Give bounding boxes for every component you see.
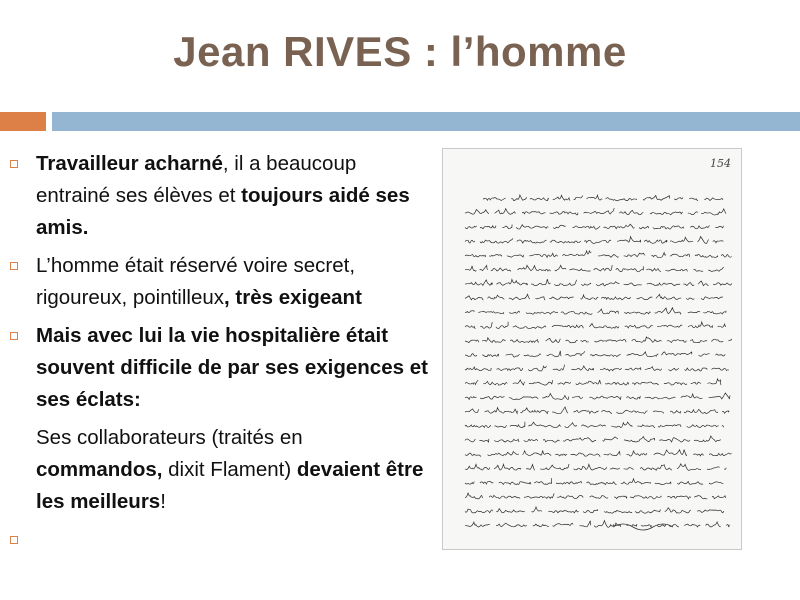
handwriting-stroke (627, 396, 641, 399)
bullet-item-3 (10, 320, 430, 416)
handwriting-stroke (480, 226, 496, 229)
handwriting-stroke (478, 312, 504, 314)
accent-bar-blue (52, 112, 800, 131)
handwriting-stroke (689, 198, 698, 201)
handwriting-stroke (480, 238, 513, 243)
handwriting-stroke (528, 366, 546, 371)
handwriting-stroke (674, 198, 683, 200)
handwriting-stroke (684, 410, 718, 414)
letter-page-number: 154 (710, 157, 731, 170)
handwriting-stroke (465, 326, 475, 329)
handwriting-stroke (698, 237, 709, 244)
handwriting-stroke (563, 251, 592, 256)
handwriting-stroke (709, 482, 723, 484)
handwriting-stroke (606, 198, 637, 201)
handwriting-stroke (681, 394, 703, 398)
handwriting-stroke (480, 265, 488, 270)
handwriting-stroke (465, 296, 484, 300)
handwriting-stroke (688, 311, 700, 312)
handwriting-stroke (716, 354, 726, 356)
handwriting-stroke (510, 340, 538, 343)
bullet-item-empty (10, 524, 430, 556)
handwriting-stroke (496, 509, 524, 513)
handwriting-stroke (465, 409, 479, 413)
signature-flourish (613, 524, 673, 530)
handwriting-stroke (655, 308, 681, 314)
bullet-2-text: L’homme était réservé voire secret, rigoureux, pointilleux (36, 254, 356, 309)
bullet-1-bold-2: toujours aidé ses amis. (36, 184, 410, 239)
handwriting-stroke (722, 411, 729, 414)
handwriting-stroke (488, 295, 505, 299)
bullet-3-bold: Mais avec lui la vie hospitalière était souvent difficile de par ses exigences et ses éclats: (36, 324, 428, 411)
handwriting-stroke (602, 410, 613, 413)
handwriting-stroke (529, 380, 553, 385)
handwriting-stroke (604, 510, 632, 513)
handwriting-stroke (712, 368, 729, 370)
handwriting-stroke (530, 198, 549, 201)
sub-bold-1: commandos, (36, 458, 163, 481)
handwriting-stroke (573, 226, 601, 229)
handwriting-stroke (694, 436, 721, 442)
handwriting-stroke (594, 265, 613, 271)
handwriting-stroke (552, 407, 567, 414)
slide-title: Jean RIVES : l’homme (173, 28, 627, 75)
handwriting-stroke (496, 322, 508, 329)
sub-text-1: Ses collaborateurs (traités en (36, 426, 303, 449)
handwriting-stroke (502, 225, 512, 229)
handwriting-stroke (645, 367, 662, 371)
handwriting-stroke (585, 240, 612, 243)
handwriting-stroke (677, 464, 701, 471)
handwriting-stroke (524, 439, 538, 441)
handwriting-stroke (728, 339, 731, 341)
handwriting-stroke (625, 325, 653, 328)
handwriting-stroke (553, 225, 566, 228)
handwriting-stroke (597, 309, 618, 314)
handwriting-stroke (654, 450, 687, 456)
handwriting-stroke (550, 240, 581, 243)
handwriting-stroke (516, 225, 548, 229)
handwriting-stroke (507, 255, 524, 257)
handwriting-stroke (499, 482, 531, 485)
bullet-1-bold-1: Travailleur acharné (36, 152, 223, 175)
handwriting-stroke (684, 524, 700, 527)
handwriting-stroke (513, 380, 525, 385)
handwriting-stroke (657, 325, 682, 327)
handwriting-stroke (555, 265, 566, 270)
handwriting-stroke (603, 437, 618, 441)
handwriting-stroke (491, 268, 511, 272)
handwriting-stroke (542, 394, 569, 400)
handwriting-stroke (572, 396, 583, 398)
handwriting-stroke (690, 340, 707, 343)
sub-text-2: dixit Flament) (162, 458, 297, 481)
handwriting-stroke (594, 521, 620, 528)
handwriting-stroke (703, 311, 726, 314)
handwriting-stroke (581, 283, 590, 285)
handwriting-stroke (576, 380, 602, 385)
handwriting-stroke (534, 478, 552, 484)
handwriting-stroke (485, 408, 518, 414)
handwriting-stroke (709, 453, 731, 456)
handwriting-stroke (701, 297, 723, 300)
handwriting-stroke (715, 226, 723, 228)
handwriting-stroke (521, 408, 549, 414)
handwriting-stroke (465, 522, 490, 527)
handwriting-stroke (571, 366, 593, 371)
handwriting-stroke (479, 439, 488, 442)
handwriting-stroke (465, 311, 475, 313)
handwriting-stroke (686, 298, 694, 299)
handwriting-stroke (695, 254, 718, 257)
handwriting-stroke (536, 297, 546, 300)
handwriting-stroke (704, 198, 723, 201)
handwriting-stroke (627, 451, 647, 456)
handwriting-stroke (546, 338, 561, 342)
handwriting-stroke (483, 198, 506, 201)
handwriting-stroke (554, 280, 576, 286)
handwriting-stroke (581, 340, 589, 342)
handwriting-stroke (482, 338, 505, 343)
handwriting-stroke (513, 326, 546, 329)
handwriting-stroke (635, 510, 661, 513)
handwriting-stroke (653, 411, 663, 413)
handwriting-stroke (528, 422, 561, 427)
handwriting-stroke (590, 354, 620, 356)
handwriting-stroke (658, 425, 681, 427)
handwriting-stroke (641, 525, 651, 527)
handwriting-stroke (555, 454, 567, 456)
handwriting-stroke (662, 352, 692, 356)
handwriting-stroke (480, 396, 504, 399)
handwriting-stroke (647, 283, 680, 286)
handwriting-stroke (699, 354, 710, 356)
handwriting-stroke (524, 493, 554, 498)
handwriting-stroke (465, 464, 490, 470)
handwriting-stroke (670, 254, 690, 257)
handwriting-stroke (518, 265, 551, 271)
handwriting-stroke (721, 255, 731, 258)
handwriting-stroke (651, 253, 666, 258)
handwriting-stroke (549, 297, 573, 299)
handwriting-stroke (524, 354, 541, 357)
handwriting-stroke (465, 509, 492, 513)
handwriting-stroke (664, 382, 687, 385)
handwriting-stroke (701, 209, 726, 215)
handwritten-letter-image (442, 148, 742, 550)
handwriting-stroke (640, 465, 672, 471)
handwriting-stroke (688, 212, 698, 215)
handwriting-stroke (482, 354, 499, 357)
handwriting-stroke (465, 266, 476, 271)
handwriting-stroke (531, 279, 550, 286)
handwriting-stroke (687, 425, 719, 428)
handwriting-stroke (495, 425, 507, 427)
handwriting-stroke (465, 354, 477, 357)
handwriting-stroke (590, 496, 609, 499)
handwriting-stroke (509, 311, 519, 313)
handwriting-stroke (596, 282, 619, 286)
handwriting-stroke (517, 240, 547, 243)
handwriting-stroke (526, 312, 558, 314)
handwriting-stroke (707, 467, 720, 470)
sub-paragraph (36, 422, 430, 518)
handwriting-stroke (465, 280, 492, 286)
handwriting-stroke (665, 508, 691, 513)
handwriting-stroke (573, 410, 598, 413)
handwriting-stroke (480, 481, 493, 484)
handwriting-stroke (644, 240, 667, 243)
handwriting-stroke (495, 209, 516, 215)
handwriting-stroke (603, 224, 634, 229)
handwriting-stroke (645, 397, 676, 399)
square-bullet-icon (10, 250, 36, 282)
handwriting-stroke (616, 266, 644, 272)
handwriting-stroke (694, 496, 707, 499)
handwriting-stroke (667, 496, 690, 499)
handwriting-stroke (624, 253, 646, 257)
handwriting-stroke (580, 521, 591, 527)
handwriting-stroke (509, 294, 530, 300)
handwriting-stroke (724, 468, 726, 470)
handwriting-stroke (685, 368, 708, 371)
handwriting-stroke (496, 523, 527, 527)
handwriting-stroke (465, 481, 474, 484)
handwriting-stroke (511, 195, 526, 201)
sub-text-3: ! (160, 490, 166, 513)
handwriting-stroke (483, 381, 507, 385)
handwriting-scribble-lines (443, 149, 742, 550)
sub-bold-2: devaient être les meilleurs (36, 458, 424, 513)
handwriting-stroke (540, 464, 569, 470)
handwriting-stroke (614, 496, 627, 499)
handwriting-stroke (465, 226, 477, 229)
handwriting-stroke (708, 267, 723, 272)
handwriting-stroke (571, 453, 600, 457)
handwriting-stroke (522, 212, 546, 214)
handwriting-stroke (529, 253, 557, 257)
handwriting-stroke (480, 322, 492, 328)
handwriting-stroke (595, 339, 626, 342)
bullet-list (10, 148, 430, 562)
handwriting-stroke (600, 368, 622, 371)
handwriting-stroke (583, 510, 598, 513)
handwriting-stroke (494, 464, 521, 470)
handwriting-stroke (616, 410, 647, 413)
handwriting-stroke (598, 254, 619, 257)
handwriting-stroke (670, 411, 680, 413)
handwriting-stroke (465, 210, 489, 215)
handwriting-stroke (667, 340, 686, 343)
handwriting-stroke (556, 481, 582, 484)
handwriting-stroke (465, 340, 479, 343)
handwriting-stroke (693, 454, 703, 456)
handwriting-stroke (590, 396, 622, 399)
handwriting-stroke (624, 283, 642, 286)
handwriting-stroke (659, 438, 690, 442)
handwriting-stroke (488, 452, 519, 456)
handwriting-stroke (712, 496, 726, 499)
square-bullet-icon (10, 320, 36, 352)
handwriting-stroke (553, 365, 565, 371)
bullet-item-2 (10, 250, 430, 314)
handwriting-stroke (617, 237, 640, 243)
handwriting-stroke (548, 510, 578, 513)
handwriting-stroke (677, 482, 703, 485)
handwriting-stroke (557, 496, 583, 499)
handwriting-stroke (632, 337, 662, 342)
handwriting-stroke (632, 382, 659, 385)
handwriting-stroke (665, 269, 687, 272)
handwriting-stroke (533, 524, 549, 527)
handwriting-stroke (522, 450, 551, 455)
handwriting-stroke (550, 211, 578, 214)
handwriting-stroke (584, 208, 615, 214)
handwriting-stroke (465, 493, 482, 499)
handwriting-stroke (683, 283, 694, 286)
handwriting-stroke (587, 482, 617, 485)
handwriting-stroke (670, 237, 693, 242)
handwriting-stroke (581, 295, 599, 300)
handwriting-stroke (581, 425, 605, 427)
bullet-item-1 (10, 148, 430, 244)
handwriting-stroke (624, 437, 655, 443)
handwriting-stroke (713, 241, 724, 243)
handwriting-stroke (509, 397, 538, 400)
bullet-text-1 (36, 148, 430, 244)
handwriting-stroke (653, 226, 683, 229)
bullet-text-3 (36, 320, 430, 416)
handwriting-stroke (713, 283, 732, 285)
bullet-text-2 (36, 250, 430, 314)
handwriting-stroke (465, 367, 491, 371)
handwriting-stroke (465, 380, 478, 384)
handwriting-stroke (718, 324, 726, 327)
square-bullet-icon (10, 148, 36, 180)
handwriting-stroke (639, 226, 649, 229)
handwriting-stroke (532, 507, 542, 512)
handwriting-stroke (497, 368, 523, 371)
handwriting-stroke (620, 210, 644, 214)
handwriting-stroke (656, 294, 681, 299)
handwriting-stroke (711, 339, 723, 342)
bullet-2-bold: , très exigeant (224, 286, 362, 309)
handwriting-stroke (722, 426, 724, 428)
handwriting-stroke (589, 324, 619, 329)
handwriting-stroke (552, 325, 584, 328)
handwriting-stroke (690, 225, 709, 228)
handwriting-stroke (621, 479, 651, 484)
handwriting-stroke (587, 195, 603, 200)
square-bullet-icon (10, 524, 36, 556)
handwriting-stroke (489, 495, 520, 498)
handwriting-stroke (506, 354, 520, 357)
handwriting-stroke (563, 438, 596, 442)
handwriting-stroke (650, 212, 683, 215)
handwriting-stroke (465, 255, 486, 257)
handwriting-stroke (553, 523, 574, 526)
handwriting-stroke (698, 281, 708, 286)
handwriting-stroke (494, 439, 519, 442)
handwriting-stroke (553, 195, 570, 200)
handwriting-stroke (624, 467, 634, 469)
handwriting-stroke (637, 425, 655, 428)
handwriting-stroke (465, 453, 481, 456)
handwriting-stroke (465, 397, 476, 400)
handwriting-stroke (566, 340, 578, 343)
handwriting-stroke (727, 525, 730, 527)
handwriting-stroke (625, 368, 641, 370)
handwriting-stroke (697, 510, 724, 513)
handwriting-stroke (526, 465, 535, 471)
handwriting-stroke (574, 196, 583, 200)
handwriting-stroke (637, 297, 653, 300)
handwriting-stroke (655, 482, 671, 484)
handwriting-stroke (547, 351, 562, 357)
handwriting-stroke (574, 464, 607, 470)
handwriting-stroke (601, 297, 630, 300)
handwriting-stroke (709, 393, 730, 399)
handwriting-stroke (565, 351, 585, 356)
handwriting-stroke (708, 379, 722, 385)
handwriting-stroke (610, 468, 620, 469)
handwriting-stroke (669, 368, 679, 371)
handwriting-stroke (570, 269, 591, 271)
handwriting-stroke (624, 312, 650, 314)
handwriting-stroke (561, 311, 592, 314)
handwriting-stroke (611, 422, 632, 428)
handwriting-stroke (558, 382, 571, 384)
handwriting-stroke (489, 254, 501, 256)
handwriting-stroke (691, 382, 701, 384)
handwriting-stroke (496, 279, 527, 285)
handwriting-stroke (465, 425, 491, 428)
handwriting-stroke (465, 439, 475, 442)
handwriting-stroke (627, 352, 659, 357)
bullet-1-text: , il a beaucoup entrainé ses élèves et (36, 152, 357, 207)
accent-bar-orange (0, 112, 46, 131)
handwriting-stroke (605, 382, 629, 385)
handwriting-stroke (646, 268, 661, 271)
handwriting-stroke (543, 439, 559, 442)
handwriting-stroke (465, 240, 475, 243)
handwriting-stroke (643, 196, 670, 201)
handwriting-stroke (630, 496, 661, 499)
handwriting-stroke (694, 269, 704, 271)
handwriting-stroke (706, 522, 721, 527)
handwriting-stroke (604, 452, 621, 456)
handwriting-stroke (565, 423, 577, 428)
handwriting-stroke (510, 422, 525, 428)
handwriting-stroke (688, 322, 712, 328)
